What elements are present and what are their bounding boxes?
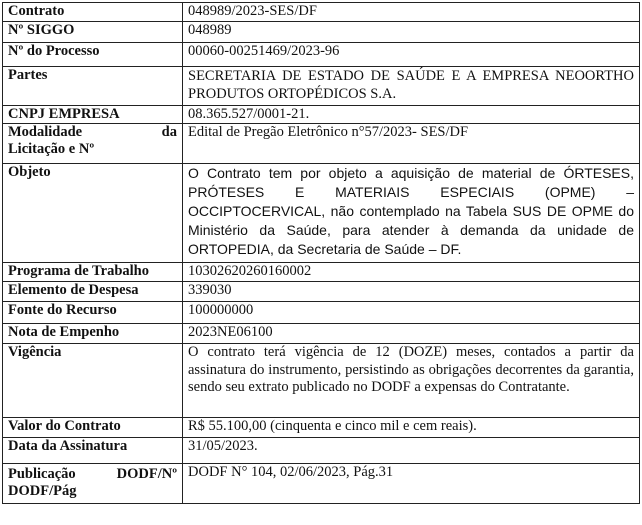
value-assinatura: 31/05/2023. — [183, 438, 640, 464]
label-modalidade-da: da — [161, 124, 177, 140]
contract-extract-table — [2, 2, 640, 504]
value-valor: R$ 55.100,00 (cinquenta e cinco mil e cem reais). — [183, 418, 640, 438]
value-modalidade: Edital de Pregão Eletrônico n°57/2023- SES/DF — [183, 124, 640, 164]
label-modalidade-line2: Licitação e Nº — [8, 141, 95, 157]
label-publicacao-word: Publicação — [8, 466, 76, 482]
value-contrato: 048989/2023-SES/DF — [183, 3, 640, 22]
row-elemento — [3, 282, 640, 302]
value-fonte: 100000000 — [183, 302, 640, 324]
label-empenho: Nota de Empenho — [3, 324, 183, 344]
label-elemento: Elemento de Despesa — [3, 282, 183, 302]
label-publicacao — [3, 464, 183, 504]
value-publicacao: DODF N° 104, 02/06/2023, Pág.31 — [183, 464, 640, 504]
value-empenho: 2023NE06100 — [183, 324, 640, 344]
row-vigencia — [3, 344, 640, 418]
label-modalidade — [3, 124, 183, 164]
row-processo — [3, 43, 640, 67]
value-cnpj: 08.365.527/0001-21. — [183, 106, 640, 124]
label-publicacao-dodf: DODF/Nº — [116, 466, 177, 482]
value-partes: SECRETARIA DE ESTADO DE SAÚDE E A EMPRESA NEOORTHO PRODUTOS ORTOPÉDICOS S.A. — [183, 67, 640, 106]
row-contrato — [3, 3, 640, 22]
value-elemento: 339030 — [183, 282, 640, 302]
value-vigencia: O contrato terá vigência de 12 (DOZE) meses, contados a partir da assinatura do instrumento, persistindo as obrigações decorrentes da garantia, sendo seu extrato publicado no DODF a expensas do Contratante. — [183, 344, 640, 418]
row-valor — [3, 418, 640, 438]
value-objeto: O Contrato tem por objeto a aquisição de material de ÓRTESES, PRÓTESES E MATERIAIS ESPECIAIS (OPME) – OCCIPTOCERVICAL, não contemplado na Tabela SUS DE OPME do Ministério da Saúde, para atender à demanda da unidade de ORTOPEDIA, da Secretaria de Saúde – DF. — [183, 164, 640, 263]
row-publicacao — [3, 464, 640, 504]
row-assinatura — [3, 438, 640, 464]
label-objeto: Objeto — [3, 164, 183, 263]
label-processo: Nº do Processo — [3, 43, 183, 67]
row-objeto — [3, 164, 640, 263]
row-siggo — [3, 22, 640, 43]
row-fonte — [3, 302, 640, 324]
label-vigencia: Vigência — [3, 344, 183, 418]
label-assinatura: Data da Assinatura — [3, 438, 183, 464]
value-processo: 00060-00251469/2023-96 — [183, 43, 640, 67]
label-programa: Programa de Trabalho — [3, 263, 183, 282]
row-modalidade — [3, 124, 640, 164]
row-programa — [3, 263, 640, 282]
label-cnpj: CNPJ EMPRESA — [3, 106, 183, 124]
value-siggo: 048989 — [183, 22, 640, 43]
label-contrato: Contrato — [3, 3, 183, 22]
row-empenho — [3, 324, 640, 344]
label-partes: Partes — [3, 67, 183, 106]
row-cnpj — [3, 106, 640, 124]
label-valor: Valor do Contrato — [3, 418, 183, 438]
label-fonte: Fonte do Recurso — [3, 302, 183, 324]
label-modalidade-word: Modalidade — [8, 124, 83, 140]
row-partes — [3, 67, 640, 106]
label-siggo: Nº SIGGO — [3, 22, 183, 43]
value-programa: 10302620260160002 — [183, 263, 640, 282]
label-publicacao-line2: DODF/Pág — [8, 483, 77, 499]
